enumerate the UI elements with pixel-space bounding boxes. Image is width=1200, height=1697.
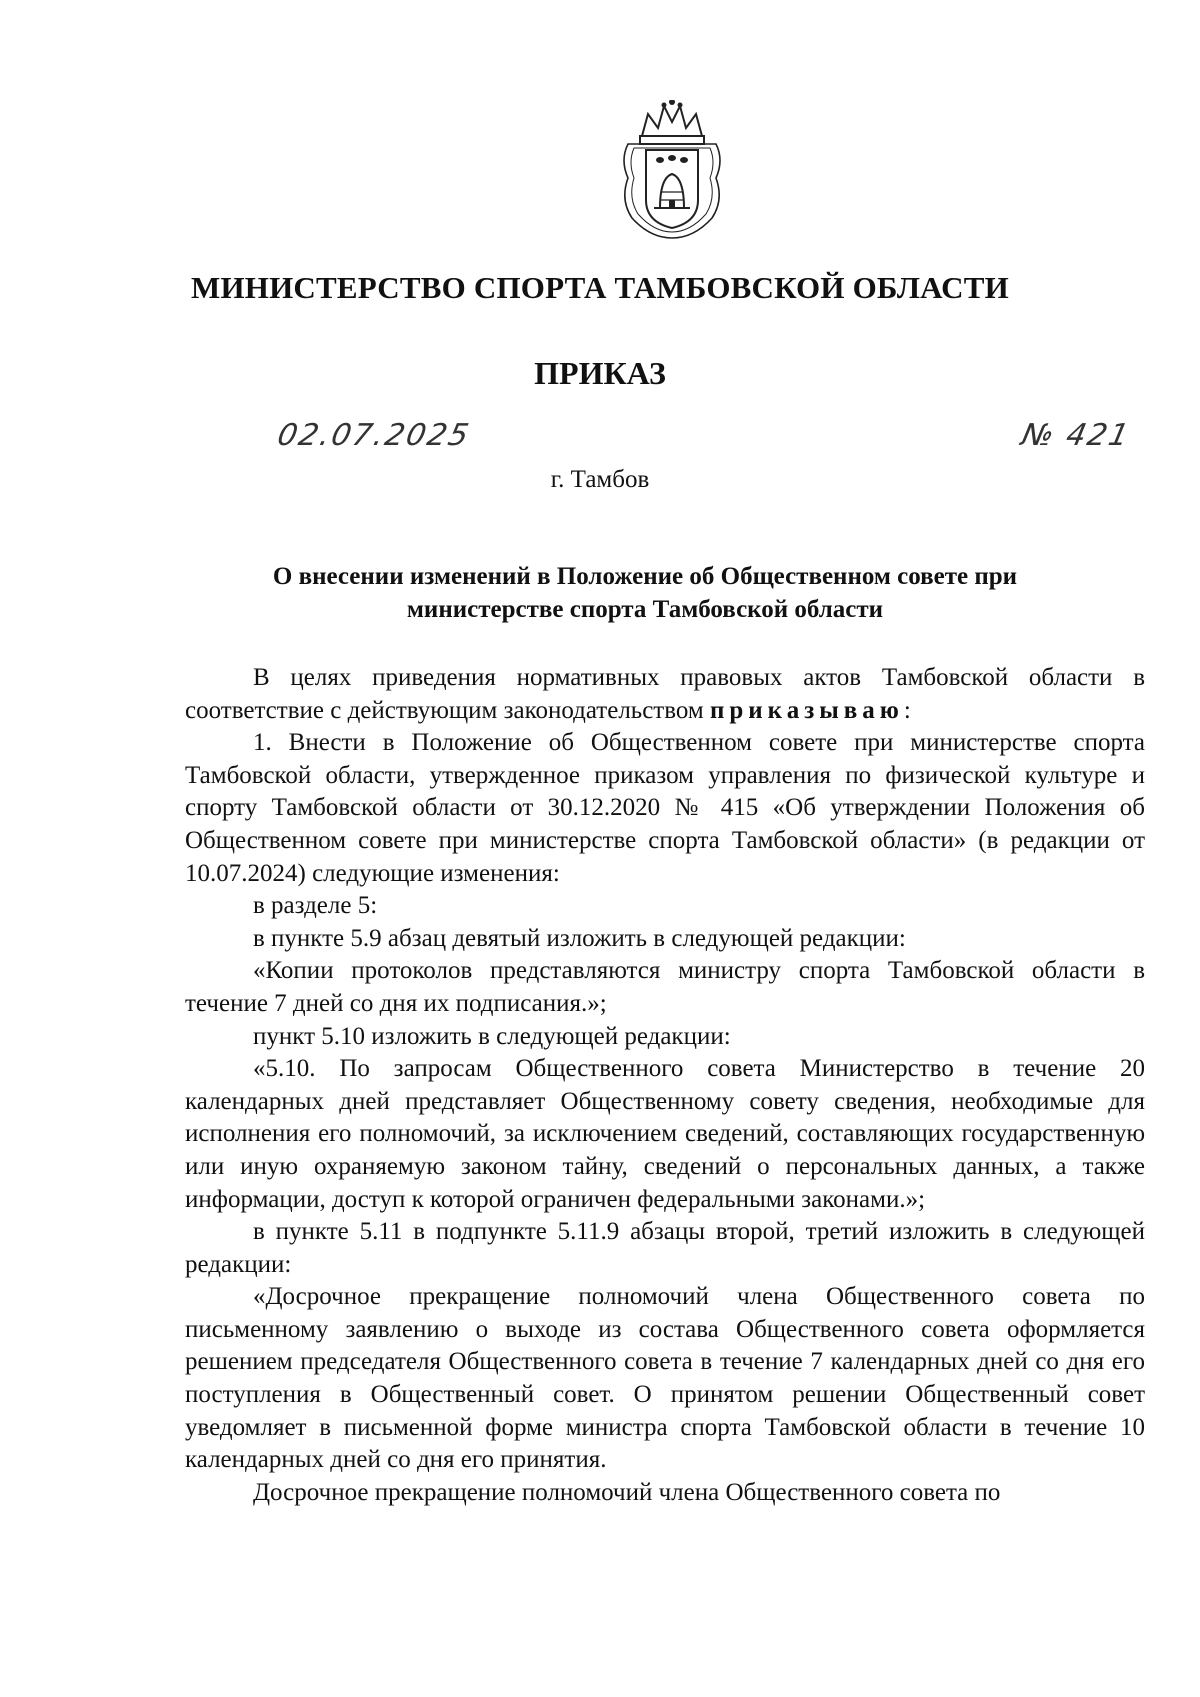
preamble-text: В целях приведения нормативных правовых актов Тамбовской области в соответствие с действующим законодательством (185, 664, 1145, 724)
coat-of-arms-icon (614, 100, 730, 240)
body-paragraph-5: пункт 5.10 изложить в следующей редакции: (253, 1022, 731, 1050)
ministry-title: МИНИСТЕРСТВО СПОРТА ТАМБОВСКОЙ ОБЛАСТИ (191, 270, 1009, 305)
city-line: г. Тамбов (550, 466, 650, 493)
handwritten-date: 02.07.2025 (274, 418, 474, 453)
body-paragraph-2: в разделе 5: (253, 892, 378, 920)
body-paragraph-6: «5.10. По запросам Общественного совета Министерство в течение 20 календарных дней представляет Общественному совету сведения, необходимые для исполнения его полномочий, за исключением сведений, составляющих государственную или иную охраняемую законом тайну, сведений о персональных данных, а также информации, доступ к которой ограничен федеральными законами.»; (185, 1055, 1145, 1213)
order-body (185, 662, 1145, 1509)
body-paragraph-7: в пункте 5.11 в подпункте 5.11.9 абзацы второй, третий изложить в следующей редакции: (185, 1218, 1145, 1278)
coat-of-arms-emblem (614, 100, 730, 240)
handwritten-order-number: № 421 (1018, 418, 1134, 453)
preamble-colon: : (903, 696, 911, 724)
document-type: ПРИКАЗ (534, 355, 666, 391)
order-subject (185, 560, 1105, 626)
body-paragraph-3: в пункте 5.9 абзац девятый изложить в следующей редакции: (253, 924, 906, 952)
subject-line-2: министерстве спорта Тамбовской области (406, 596, 884, 623)
body-paragraph-1: 1. Внести в Положение об Общественном совете при министерстве спорта Тамбовской области, утвержденное приказом управления по физической культуре и спорту Тамбовской области от 30.12.2020 № 415 «Об утверждении Положения об Общественном совете при министерстве спорта Тамбовской области» (в редакции от 10.07.2024) следующие изменения: (185, 729, 1145, 887)
body-paragraph-9: Досрочное прекращение полномочий члена Общественного совета по (253, 1478, 1001, 1506)
subject-line-1: О внесении изменений в Положение об Общественном совете при (272, 563, 1018, 590)
body-paragraph-8: «Досрочное прекращение полномочий члена Общественного совета по письменному заявлению о выходе из состава Общественного совета оформляется решением председателя Общественного совета в течение 7 календарных дней со дня его поступления в Общественный совет. О принятом решении Общественный совет уведомляет в письменной форме министра спорта Тамбовской области в течение 10 календарных дней со дня его принятия. (185, 1283, 1145, 1474)
body-paragraph-4: «Копии протоколов представляются министру спорта Тамбовской области в течение 7 дней со дня их подписания.»; (185, 957, 1145, 1017)
body-paragraph-preamble (185, 662, 1145, 727)
preamble-order-word: приказываю (709, 696, 904, 724)
